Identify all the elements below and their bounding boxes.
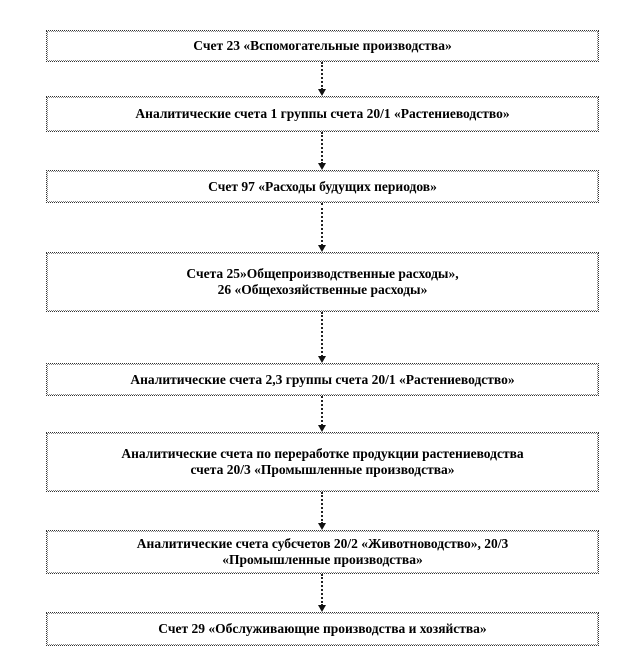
flow-arrow-5 bbox=[317, 396, 327, 432]
arrow-head-icon bbox=[318, 356, 326, 363]
flow-arrow-2 bbox=[317, 132, 327, 170]
step-label-7: Аналитические счета субсчетов 20/2 «Животноводство», 20/3 «Промышленные производства» bbox=[136, 536, 509, 567]
step-box-7 bbox=[46, 530, 599, 574]
flow-arrow-3 bbox=[317, 203, 327, 252]
arrow-head-icon bbox=[318, 523, 326, 530]
step-box-3 bbox=[46, 170, 599, 203]
arrow-head-icon bbox=[318, 425, 326, 432]
flow-arrow-6 bbox=[317, 492, 327, 530]
step-box-8 bbox=[46, 612, 599, 646]
step-box-5 bbox=[46, 363, 599, 396]
step-label-6: Аналитические счета по переработке продукции растениеводства счета 20/3 «Промышленные производства» bbox=[121, 446, 524, 477]
step-label-8: Счет 29 «Обслуживающие производства и хозяйства» bbox=[158, 621, 487, 636]
step-label-5: Аналитические счета 2,3 группы счета 20/1 «Растениеводство» bbox=[130, 371, 515, 387]
step-box-6 bbox=[46, 432, 599, 492]
step-label-3: Счет 97 «Расходы будущих периодов» bbox=[208, 178, 437, 194]
step-box-2 bbox=[46, 96, 599, 132]
arrow-head-icon bbox=[318, 89, 326, 96]
flow-arrow-7 bbox=[317, 574, 327, 612]
step-label-2: Аналитические счета 1 группы счета 20/1 «Растениеводство» bbox=[135, 106, 510, 121]
arrow-head-icon bbox=[318, 245, 326, 252]
step-box-4 bbox=[46, 252, 599, 312]
step-label-1: Счет 23 «Вспомогательные производства» bbox=[193, 38, 452, 53]
flow-arrow-1 bbox=[317, 62, 327, 96]
flow-arrow-4 bbox=[317, 312, 327, 363]
step-label-4: Счета 25»Общепроизводственные расходы», 26 «Общехозяйственные расходы» bbox=[186, 266, 459, 297]
arrow-head-icon bbox=[318, 163, 326, 170]
step-box-1 bbox=[46, 30, 599, 62]
arrow-head-icon bbox=[318, 605, 326, 612]
